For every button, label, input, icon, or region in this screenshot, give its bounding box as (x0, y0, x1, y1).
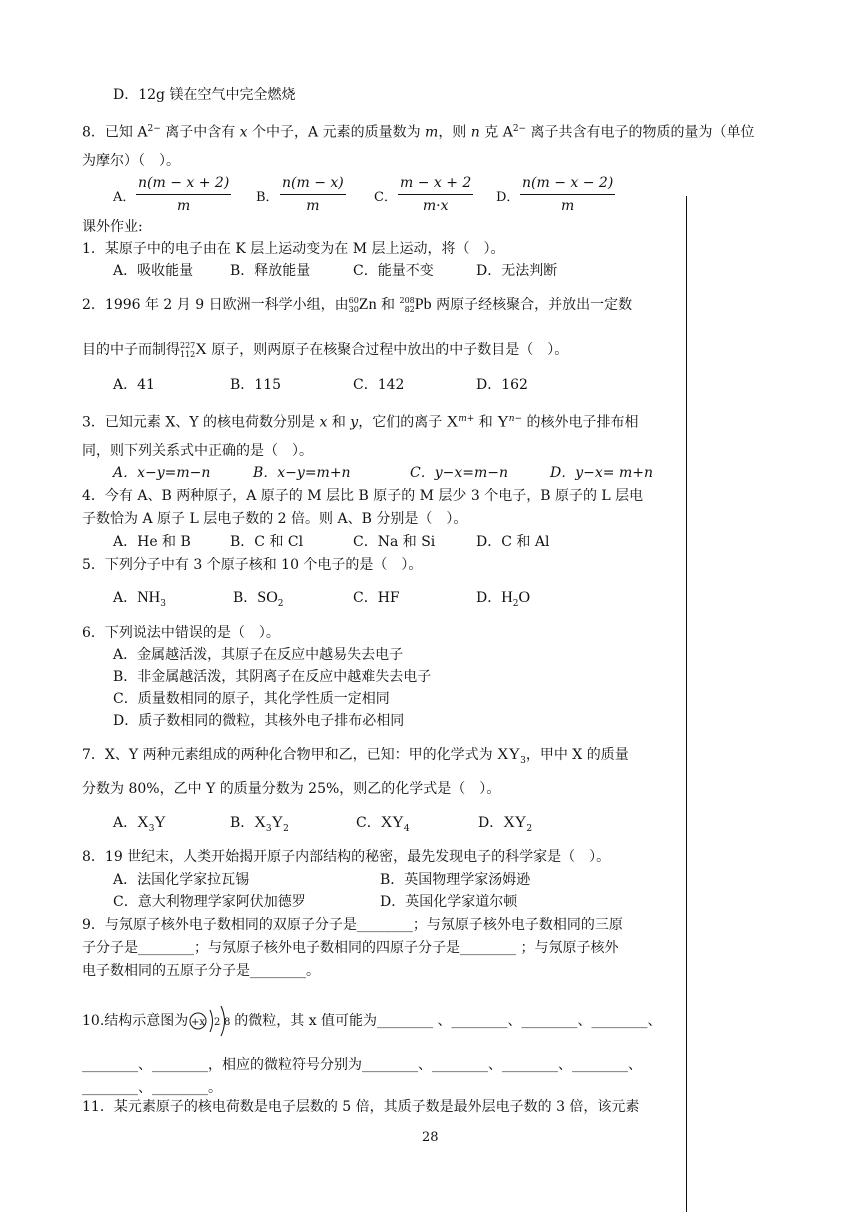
h9-line3: 电子数相同的五原子分子是________。 (82, 963, 320, 979)
q8-opt-c-label: C． (374, 190, 397, 205)
pb-symbol: Pb (414, 296, 432, 313)
h2-opt-b: B．115 (230, 377, 282, 393)
h5-opt-a (113, 589, 166, 613)
h9-line2: 子分子是________；与氖原子核外电子数相同的四原子分子是________ ；与氖原子核外 (82, 940, 619, 956)
h7-line2: 分数为 80%，乙中 Y 的质量分数为 25%，则乙的化学式是（ ）。 (82, 781, 501, 797)
h5-opt-c-label: C． (353, 590, 378, 606)
h3-line2: 同，则下列关系式中正确的是（ ）。 (82, 443, 313, 459)
h7-opt-d-s1: 2 (526, 823, 533, 834)
h4-opt-d: D．C 和 Al (476, 534, 550, 550)
q8-opt-d-numerator: n(m − x − 2) (522, 175, 614, 191)
h7-opt-b-p2: Y (271, 814, 284, 831)
homework-title: 课外作业: (82, 219, 143, 235)
h8-opt-b: B．英国物理学家汤姆逊 (380, 872, 531, 888)
h1-opt-b: B．释放能量 (230, 263, 311, 279)
x-atomic-number: 112 (180, 350, 196, 359)
h5-opt-c-formula: HF (377, 590, 400, 606)
h3-text-d: 的核外电子排布相 (522, 414, 639, 431)
q8-opt-d-fraction (520, 174, 615, 215)
nuclide-x (180, 341, 207, 359)
h7-opt-c (356, 814, 410, 838)
x-mass-number: 227 (180, 341, 196, 350)
h7-opt-b-p1: X (254, 814, 266, 831)
q8-opt-b-denominator: m (306, 198, 320, 214)
h5-opt-d-sub: 2 (512, 598, 519, 609)
h4-opt-a: A．He 和 B (113, 534, 191, 550)
h3-ion-y: Y (497, 413, 509, 431)
h11-line1: 11．某元素原子的核电荷数是电子层数的 5 倍，其质子数是最外层电子数的 3 倍，该元素 (82, 1099, 640, 1115)
h7-opt-c-s1: 4 (403, 823, 410, 834)
h4-opt-c: C．Na 和 Si (353, 534, 436, 550)
h6-stem: 6．下列说法中错误的是（ ）。 (82, 625, 280, 641)
h2-line2 (82, 341, 568, 359)
q8-opt-a-numerator: n(m − x + 2) (138, 175, 230, 191)
h3-opt-b: B．x−y=m+n (253, 465, 351, 481)
h7-opt-c-label: C． (356, 815, 381, 831)
h6-opt-d: D．质子数相同的微粒，其核外电子排布必相同 (113, 713, 405, 729)
h7-opt-b-s1: 3 (265, 823, 272, 834)
page-number: 28 (422, 1130, 439, 1145)
h4-line2: 子数恰为 A 原子 L 层电子数的 2 倍。则 A、B 分别是（ ）。 (82, 511, 468, 527)
q8-text-f: 离子共含有电子的物质的量为（单位 (526, 124, 755, 141)
q8-text-e: 克 A (479, 124, 513, 141)
h10-text-b: 的微粒，其 x 值可能为________ 、________、________、________、 (234, 1013, 662, 1029)
h5-opt-d-label: D． (476, 590, 502, 606)
h1-opt-d: D．无法判断 (476, 263, 558, 279)
zn-symbol: Zn (358, 296, 377, 313)
h7-opt-a-p1: X (137, 814, 149, 831)
h7-formula: XY (497, 746, 521, 763)
q8-opt-c-denominator: m·x (422, 198, 449, 214)
q8-opt-a-fraction (136, 174, 231, 215)
h10-line3: ________、________。 (82, 1080, 222, 1096)
h8-opt-c: C．意大利物理学家阿伏加德罗 (113, 894, 306, 910)
h3-and: 和 (327, 414, 351, 431)
h7-opt-c-p1: XY (380, 814, 404, 831)
h3-opt-c: C．y−x=m−n (410, 465, 508, 481)
h5-opt-c (353, 589, 400, 607)
h6-opt-b: B．非金属越活泼，其阴离子在反应中越难失去电子 (113, 669, 432, 685)
h5-opt-b-label: B． (233, 590, 258, 606)
q8-var-n: n (470, 124, 480, 141)
h5-opt-d-formula: H (501, 589, 513, 606)
h4-line1: 4．今有 A、B 两种原子，A 原子的 M 层比 B 原子的 M 层少 3 个电子，B 原子的 L 层电 (82, 488, 644, 504)
q8-charge-1: 2− (147, 124, 161, 134)
h3-text-b: ，它们的离子 (358, 414, 447, 431)
h10-text-a: 10.结构示意图为 (82, 1013, 189, 1029)
h7-opt-b (230, 814, 289, 838)
zn-mass-number: 60 (348, 296, 359, 305)
atom-structure-diagram (188, 1012, 234, 1030)
q8-charge-2: 2− (512, 124, 527, 134)
h7-formula-sub: 3 (520, 755, 526, 766)
h5-opt-b (233, 589, 283, 613)
nuclide-zn (349, 296, 377, 314)
h3-var-y: y (350, 414, 359, 431)
h3-line1 (82, 410, 639, 432)
pb-atomic-number: 82 (404, 305, 415, 314)
h8-stem: 8．19 世纪末，人类开始揭开原子内部结构的秘密，最先发现电子的科学家是（ ）。 (82, 849, 611, 865)
h2-text-b: 两原子经核聚合，并放出一定数 (431, 297, 633, 313)
h9-line1: 9．与氖原子核外电子数相同的双原子分子是________；与氖原子核外电子数相同的三原 (82, 917, 623, 933)
h2-text-d: 原子，则两原子在核聚合过程中放出的中子数目是（ ）。 (206, 342, 569, 358)
zn-atomic-number: 30 (348, 305, 359, 314)
h3-ion-y-charge: n− (508, 414, 523, 424)
h10-line1 (82, 1012, 662, 1030)
h7-opt-a-s1: 3 (148, 823, 155, 834)
q8-opt-c-fraction (398, 174, 473, 215)
h2-opt-d: D．162 (476, 377, 528, 393)
h5-opt-a-sub: 3 (160, 598, 166, 609)
q8-opt-a-label: A． (113, 190, 136, 205)
h5-opt-d (476, 589, 530, 613)
h5-stem: 5．下列分子中有 3 个原子核和 10 个电子的是（ ）。 (82, 557, 423, 573)
h8-opt-a: A．法国化学家拉瓦锡 (113, 872, 250, 888)
h7-opt-a (113, 814, 166, 838)
h5-opt-a-formula: NH (137, 589, 161, 606)
h7-opt-b-label: B． (230, 815, 255, 831)
q8-var-m: m (425, 124, 439, 141)
q8-stem-line2: 为摩尔）（ ）。 (82, 153, 180, 169)
h7-opt-d (478, 814, 532, 838)
q8-var-x: x (239, 124, 248, 141)
q8-text-c: 个中子，A 元素的质量数为 (247, 124, 426, 141)
h6-opt-a: A．金属越活泼，其原子在反应中越易失去电子 (113, 647, 404, 663)
h7-opt-d-p1: XY (503, 814, 527, 831)
q8-opt-d-denominator: m (561, 198, 575, 214)
h7-text-b: ，甲中 X 的质量 (525, 747, 629, 763)
h1-stem: 1．某原子中的电子由在 K 层上运动变为在 M 层上运动，将（ ）。 (82, 241, 505, 257)
q8-text-a: 8．已知 A (82, 124, 148, 141)
q8-text-b: 离子中含有 (160, 124, 240, 141)
atom-nucleus-label: +x (191, 1017, 206, 1028)
x-symbol: X (195, 341, 207, 358)
h2-text-a: 2．1996 年 2 月 9 日欧洲一科学小组，由 (82, 297, 349, 313)
nuclide-pb (399, 296, 431, 314)
pb-mass-number: 208 (399, 296, 415, 305)
h3-var-x: x (319, 414, 328, 431)
h1-opt-c: C．能量不变 (353, 263, 434, 279)
h5-opt-d-formula-tail: O (518, 589, 531, 606)
q8-stem-line1 (82, 120, 755, 142)
q8-opt-d-label: D． (496, 190, 520, 205)
q7-option-d: D．12g 镁在空气中完全燃烧 (113, 87, 296, 103)
h7-opt-a-label: A． (113, 815, 138, 831)
h2-opt-a: A．41 (113, 377, 155, 393)
h2-and: 和 (376, 297, 400, 313)
h3-opt-a: A．x−y=m−n (113, 465, 211, 481)
atom-shell-1-count: 2 (214, 1017, 221, 1028)
q8-opt-c-numerator: m − x + 2 (400, 175, 472, 191)
h10-line2: ________、________，相应的微粒符号分别为________、________、________、________、 (82, 1057, 642, 1073)
h7-opt-d-label: D． (478, 815, 504, 831)
h3-text-a: 3．已知元素 X、Y 的核电荷数分别是 (82, 414, 320, 431)
h7-text-a: 7．X、Y 两种元素组成的两种化合物甲和乙，已知：甲的化学式为 (82, 747, 498, 763)
h3-opt-d: D．y−x= m+n (550, 465, 653, 481)
h7-opt-b-s2: 2 (283, 823, 289, 834)
h1-opt-a: A．吸收能量 (113, 263, 194, 279)
margin-divider-line (686, 196, 687, 1212)
h6-opt-c: C．质量数相同的原子，其化学性质一定相同 (113, 691, 390, 707)
h2-opt-c: C．142 (353, 377, 405, 393)
h5-opt-b-formula: SO (257, 589, 278, 606)
h7-line1 (82, 746, 629, 770)
q8-opt-b-label: B． (256, 190, 279, 205)
h2-line1 (82, 296, 632, 314)
h8-opt-d: D．英国化学家道尔顿 (380, 894, 518, 910)
h3-ion-x: X (446, 413, 459, 431)
h3-text-c: 和 (474, 414, 498, 431)
h2-text-c: 目的中子而制得 (82, 342, 180, 358)
q8-opt-b-numerator: n(m − x) (282, 175, 344, 191)
q8-opt-b-fraction (280, 174, 346, 215)
atom-shell-2-count: 8 (224, 1017, 231, 1028)
h3-ion-x-charge: m+ (458, 414, 475, 424)
h4-opt-b: B．C 和 Cl (230, 534, 304, 550)
h5-opt-a-label: A． (113, 590, 138, 606)
h7-opt-a-p2: Y (154, 814, 166, 831)
h5-opt-b-sub: 2 (277, 598, 284, 609)
q8-opt-a-denominator: m (177, 198, 191, 214)
q8-text-d: ，则 (438, 124, 471, 141)
